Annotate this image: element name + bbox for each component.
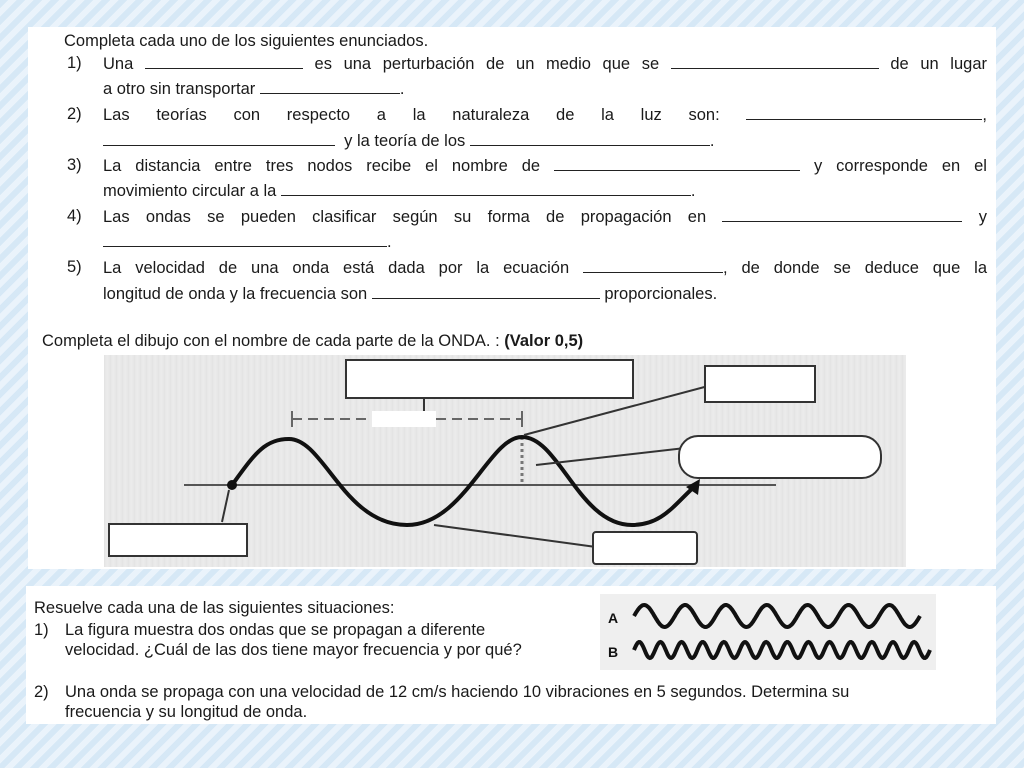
q1-line2: velocidad. ¿Cuál de las dos tiene mayor frecuencia y por qué? — [65, 641, 522, 659]
section3-instruction: Resuelve cada una de las siguientes situaciones: — [34, 599, 395, 617]
wave-diagram — [104, 355, 906, 567]
item3-line1 — [103, 156, 987, 176]
item2-blank2[interactable] — [103, 131, 335, 146]
item1-text-a: Una — [103, 55, 134, 73]
wave-a-label: A — [608, 610, 619, 626]
label-box-origin[interactable] — [108, 523, 248, 557]
section2-value: (Valor 0,5) — [504, 332, 584, 350]
item5-text-b: , de donde se deduce que la — [723, 259, 987, 277]
q2-line1: Una onda se propaga con una velocidad de 12 cm/s haciendo 10 vibraciones en 5 segundos. Determina su — [65, 683, 850, 701]
item3-text-c: movimiento circular a la — [103, 182, 277, 200]
item4-blank1[interactable] — [722, 207, 962, 222]
wave-origin-point — [227, 480, 237, 490]
item3-number: 3) — [67, 156, 82, 174]
item1-number: 1) — [67, 54, 82, 72]
label-box-wavelength-gap — [372, 411, 436, 427]
q1-number: 1) — [34, 621, 49, 639]
item3-blank2[interactable] — [281, 181, 691, 196]
item5-text-a: La velocidad de una onda está dada por la ecuación — [103, 259, 570, 277]
item2-line1: Las teorías con respecto a la naturaleza de la luz son: , — [103, 106, 988, 124]
item2-text-b: y la teoría de los — [344, 132, 466, 150]
item1-text-b: es una perturbación de un medio que se — [314, 55, 660, 73]
section1-instruction: Completa cada uno de los siguientes enunciados. — [64, 32, 429, 50]
item1-blank3[interactable] — [260, 79, 400, 94]
label-box-trough[interactable] — [592, 531, 698, 565]
item2-line2: y la teoría de los . — [103, 131, 714, 151]
item2-blank3[interactable] — [470, 131, 710, 146]
item5-text-d: proporcionales. — [604, 285, 718, 303]
section2-instruction-line — [42, 332, 583, 351]
item1-text-c: de un lugar — [890, 55, 987, 73]
item4-line1 — [103, 207, 987, 227]
item5-text-c: longitud de onda y la frecuencia son — [103, 285, 368, 303]
wave-a-curve — [634, 605, 920, 627]
item5-line1 — [103, 258, 987, 278]
q1-line1: La figura muestra dos ondas que se propagan a diferente — [65, 621, 486, 639]
item4-number: 4) — [67, 207, 82, 225]
pointer-trough-box — [434, 525, 596, 547]
pointer-amplitude-bubble — [536, 447, 694, 465]
item2-text-a: Las teorías con respecto a la naturaleza de la luz son: — [103, 106, 720, 124]
q2-line2: frecuencia y su longitud de onda. — [65, 703, 308, 721]
wave-b-label: B — [608, 644, 619, 660]
item1-line1 — [103, 54, 987, 74]
item4-line2: . — [103, 232, 392, 252]
item4-blank2[interactable] — [103, 232, 387, 247]
item3-text-b: y corresponde en el — [813, 157, 987, 175]
pointer-origin-box — [222, 490, 229, 522]
item3-line2: movimiento circular a la . — [103, 182, 696, 200]
wave-curve — [232, 437, 696, 525]
item5-line2 — [103, 284, 717, 304]
label-bubble-amplitude[interactable] — [678, 435, 882, 479]
item2-blank1[interactable] — [746, 105, 982, 120]
wave-comparison-figure — [600, 594, 936, 670]
item4-text-b: y — [978, 208, 988, 226]
item4-text-a: Las ondas se pueden clasificar según su forma de propagación en — [103, 208, 707, 226]
label-box-crest[interactable] — [704, 365, 816, 403]
item1-blank2[interactable] — [671, 54, 879, 69]
item2-number: 2) — [67, 105, 82, 123]
item1-blank1[interactable] — [145, 54, 303, 69]
item3-text-a: La distancia entre tres nodos recibe el nombre de — [103, 157, 541, 175]
item1-line2: a otro sin transportar . — [103, 80, 405, 98]
label-box-wavelength[interactable] — [345, 359, 634, 399]
wave-comparison-svg — [600, 594, 936, 670]
wave-b-curve — [634, 642, 930, 658]
item5-number: 5) — [67, 258, 82, 276]
item3-blank1[interactable] — [554, 156, 800, 171]
item5-blank2[interactable] — [372, 284, 600, 299]
q2-number: 2) — [34, 683, 49, 701]
item5-blank1[interactable] — [583, 258, 723, 273]
item1-text-d: a otro sin transportar — [103, 80, 256, 98]
section2-instruction: Completa el dibujo con el nombre de cada parte de la ONDA. : — [42, 332, 500, 350]
